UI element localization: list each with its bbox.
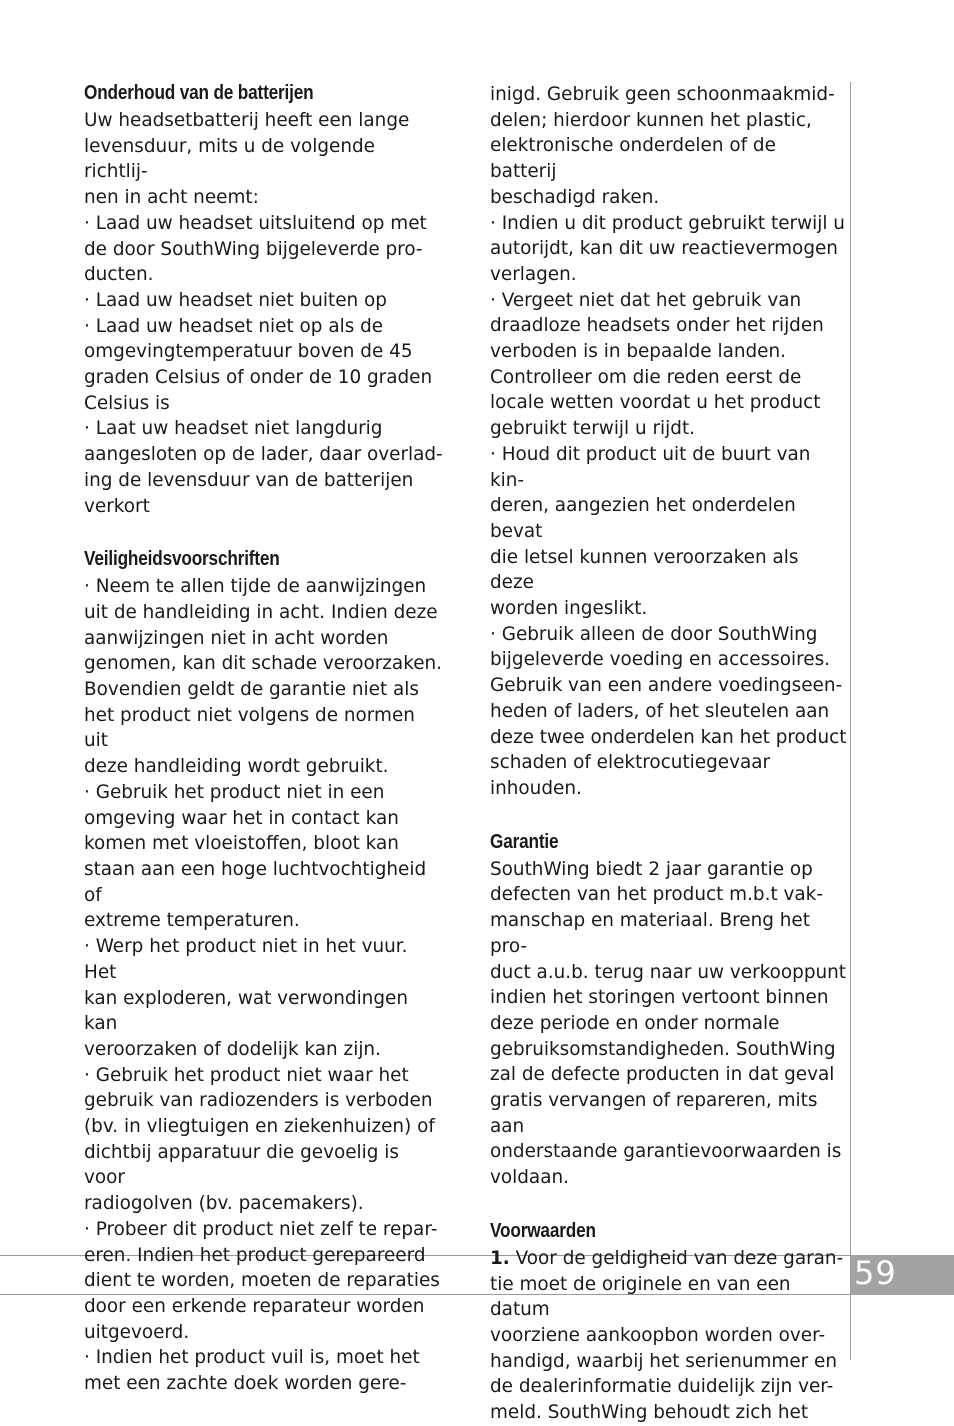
conditions-text [490,1246,848,1426]
battery-heading: Onderhoud van de batterijen [84,82,314,104]
conditions-body: Voor de geldigheid van deze garan- tie moet de originele en van een datum voorziene aankoopbon worden over- handigd, waarbij het serienummer en de dealerinformatie duidelijk zijn ver- meld. SouthWing behoudt zich het [490,1247,844,1424]
safety-heading: Veiligheidsvoorschriften [84,548,280,571]
left-column [84,78,444,1397]
vertical-rule [850,82,851,1360]
battery-text: Uw headsetbatterij heeft een lange levensduur, mits u de volgende richtlij- nen in acht neemt: · Laad uw headset uitsluitend op met de door SouthWing bijgeleverde pro- ducten. · Laad uw headset niet buiten op · Laad uw headset niet op als de omgevingtemperatuur boven de 45 graden Celsius of onder de 10 graden Celsius is · Laat uw headset niet langdurig aangesloten op de lader, daar overlad- ing de levensduur van de batterijen verkort [84,110,443,517]
warranty-heading: Garantie [490,830,559,853]
condition-number: 1. [490,1247,510,1269]
safety-text-continued: inigd. Gebruik geen schoonmaakmid- delen; hierdoor kunnen het plastic, elektronische onderdelen of de batterij beschadigd raken. · Indien u dit product gebruikt terwijl u autorijdt, kan dit uw reactievermogen verlagen. · Vergeet niet dat het gebruik van draadloze headsets onder het rijden verboden is in bepaalde landen. Controlleer om die reden eerst de locale wetten voordat u het product gebruikt terwijl u rijdt. · Houd dit product uit de buurt van kin- deren, aangezien het onderdelen bevat die letsel kunnen veroorzaken als deze worden ingeslikt. · Gebruik alleen de door SouthWing bijgeleverde voeding en accessoires. Gebruik van een andere voedingseen- heden of laders, of het sleutelen aan deze twee onderdelen kan het product schaden of elektrocutiegevaar inhouden. [490,84,847,799]
right-column [490,82,848,1426]
safety-text: · Neem te allen tijde de aanwijzingen uit de handleiding in acht. Indien deze aanwijzingen niet in acht worden genomen, kan dit schade veroorzaken. Bovendien geldt de garantie niet als het product niet volgens de normen uit deze handleiding wordt gebruikt. · Gebruik het product niet in een omgeving waar het in contact kan komen met vloeistoffen, bloot kan staan aan een hoge luchtvochtigheid of extreme temperaturen. · Werp het product niet in het vuur. Het kan exploderen, wat verwondingen kan veroorzaken of dodelijk kan zijn. · Gebruik het product niet waar het gebruik van radiozenders is verboden (bv. in vliegtuigen en ziekenhuizen) of dichtbij apparatuur die gevoelig is voor radiogolven (bv. pacemakers). · Probeer dit product niet zelf te repar- eren. Indien het product gerepareerd dient te worden, moeten de reparaties door een erkende reparateur worden uitgevoerd. · Indien het product vuil is, moet het met een zachte doek worden gere- [84,576,443,1395]
conditions-heading: Voorwaarden [490,1219,596,1242]
warranty-text: SouthWing biedt 2 jaar garantie op defecten van het product m.b.t vak- manschap en materiaal. Breng het pro- duct a.u.b. terug naar uw verkooppunt indien het storingen vertoont binnen deze periode en onder normale gebruiksomstandigheden. SouthWing zal de defecte producten in dat geval gratis vervangen of repareren, mits aan onderstaande garantievoorwaarden is voldaan. [490,858,847,1189]
page-number: 59 [851,1255,954,1295]
